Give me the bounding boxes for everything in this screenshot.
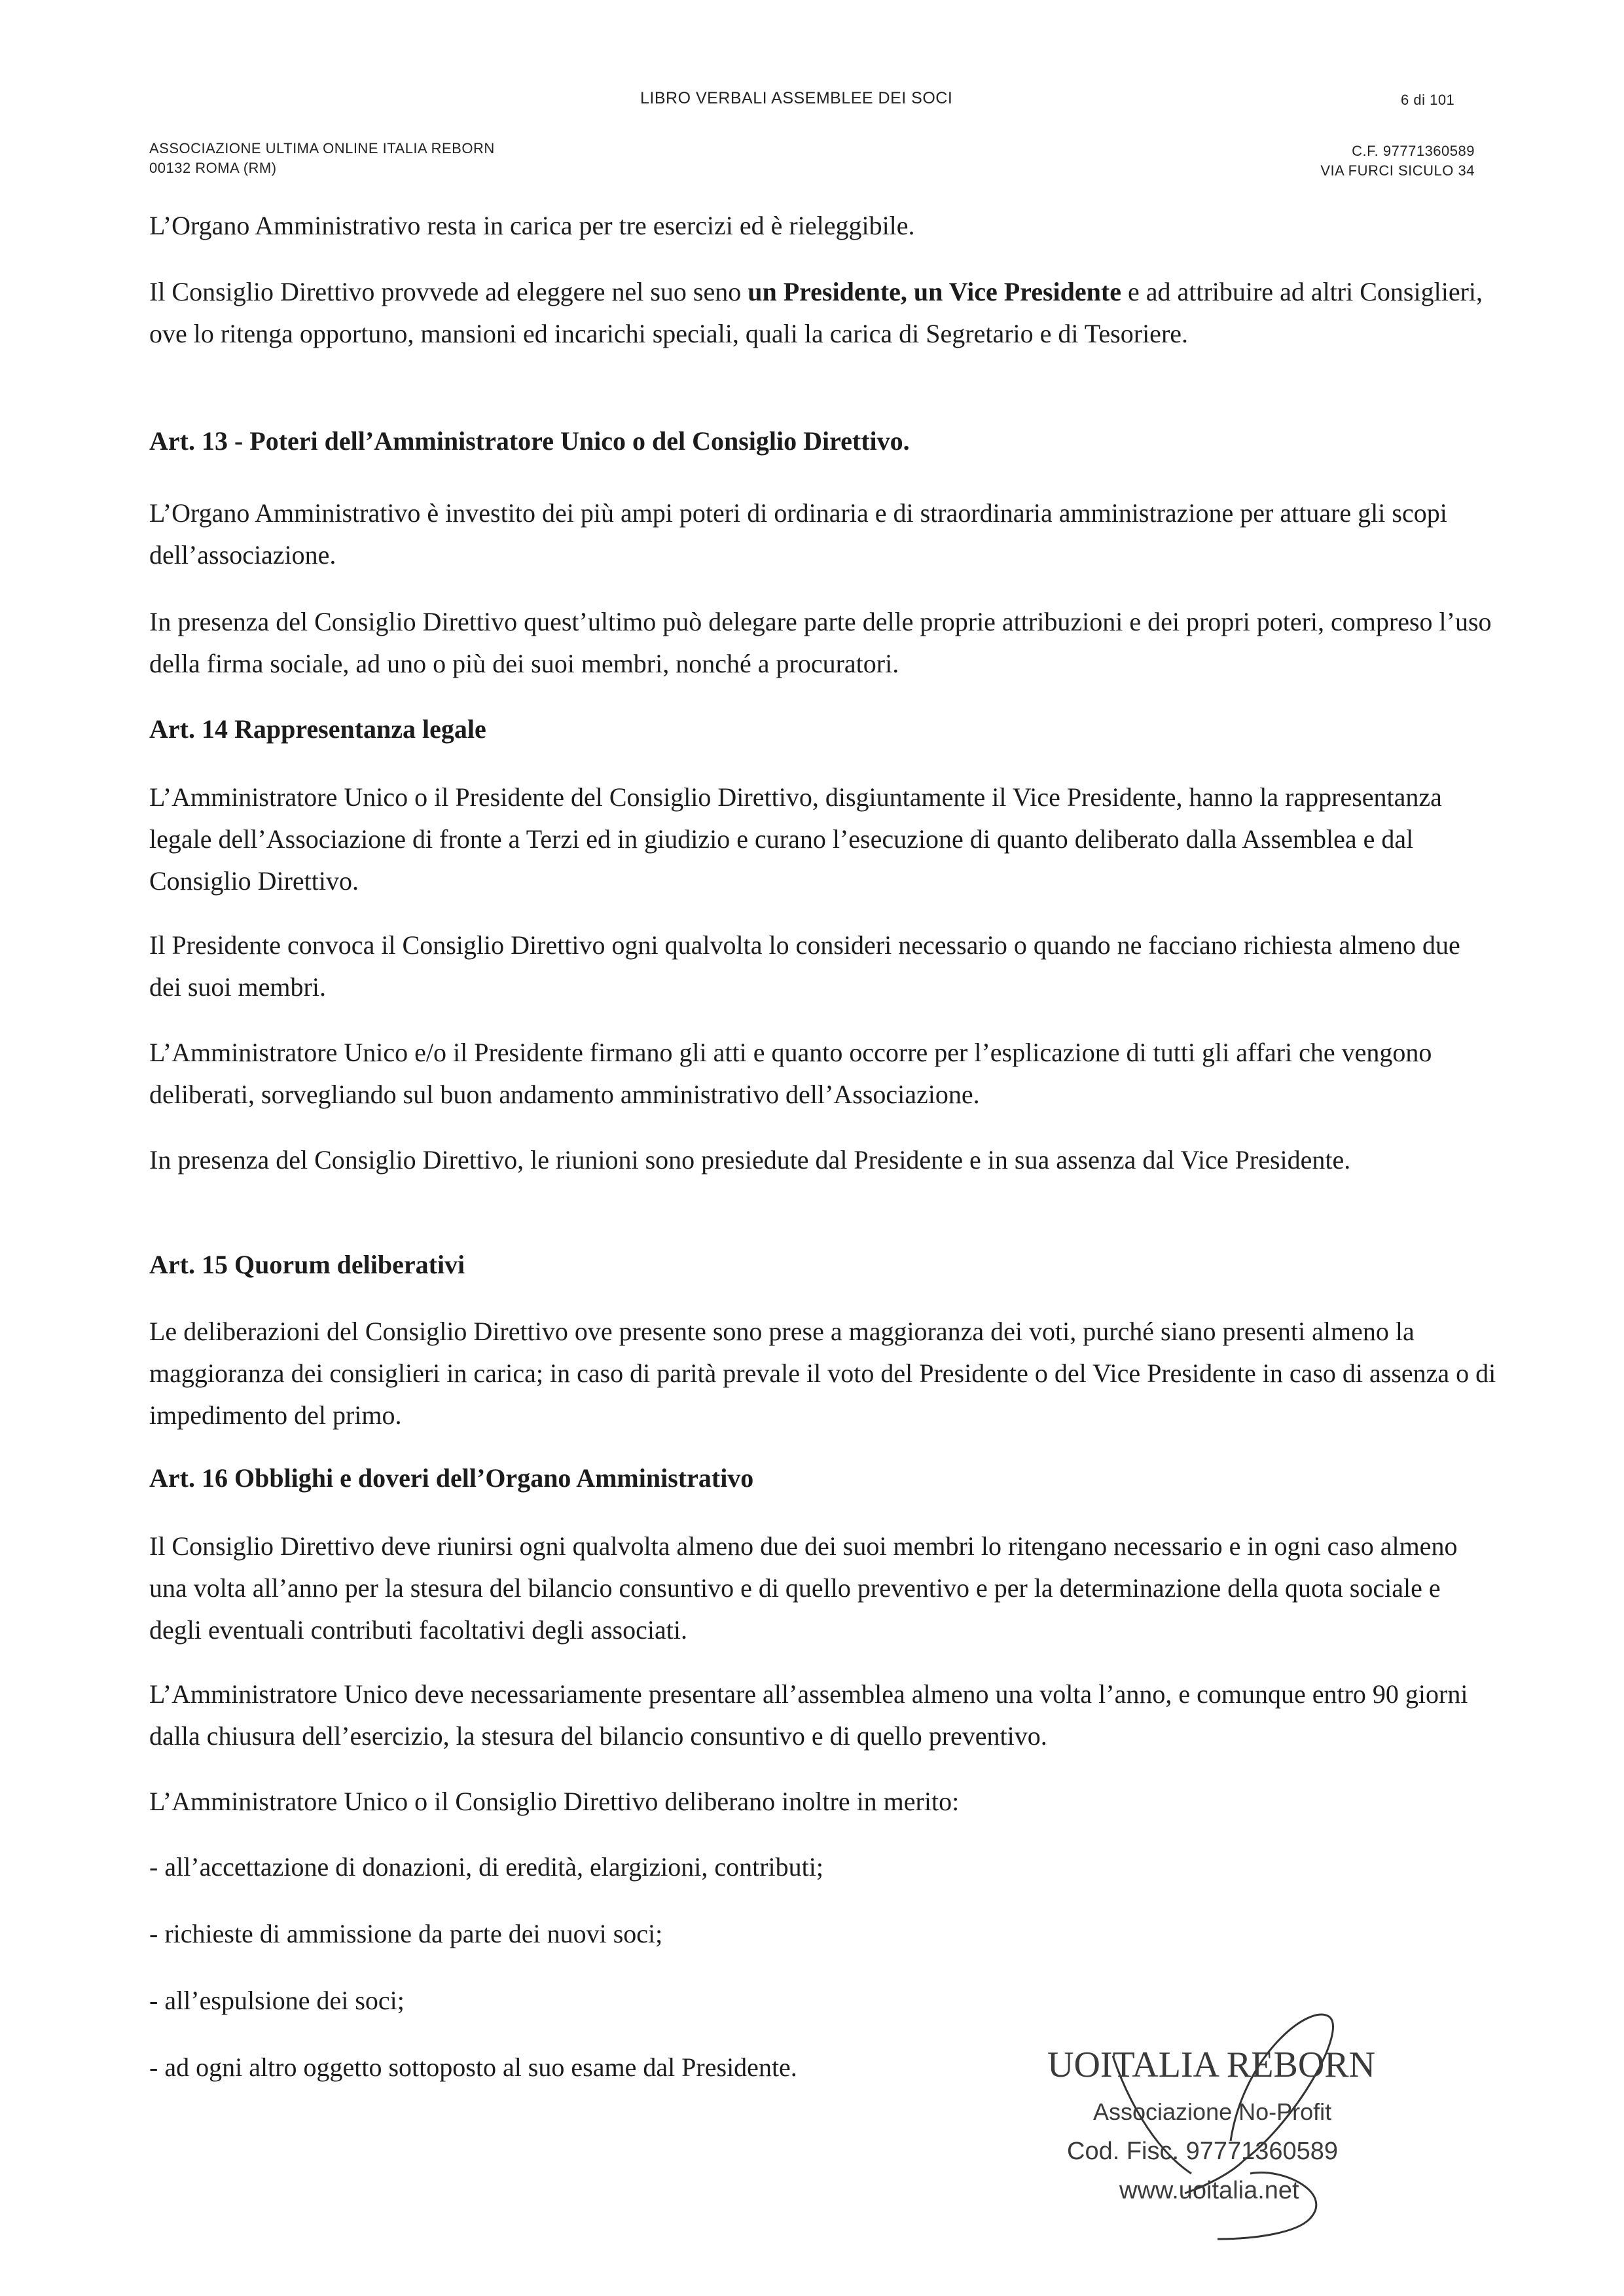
paragraph: L’Amministratore Unico o il Consiglio Direttivo deliberano inoltre in merito: [149, 1787, 960, 1816]
paragraph: Il Presidente convoca il Consiglio Direttivo ogni qualvolta lo consideri necessario o quando ne facciano richiesta almeno due dei suoi membri. [149, 930, 1460, 1002]
list-item: - richieste di ammissione da parte dei nuovi soci; [149, 1919, 663, 1948]
paragraph: Il Consiglio Direttivo deve riunirsi ogni qualvolta almeno due dei suoi membri lo ritengano necessario e in ogni caso almeno una volta all’anno per la stesura del bilancio consuntivo e di quello preventivo e per la determinazione della quota sociale e degli eventuali contributi facoltativi degli associati. [149, 1531, 1458, 1645]
stamp-line-1: UOITALIA REBORN [1047, 2045, 1376, 2085]
paragraph [149, 271, 1498, 355]
paragraph: In presenza del Consiglio Direttivo, le riunioni sono presiedute dal Presidente e in sua assenza dal Vice Presidente. [149, 1145, 1351, 1175]
bold-text: un Presidente, un Vice Presidente [748, 277, 1121, 306]
address: VIA FURCI SICULO 34 [1320, 162, 1475, 179]
paragraph: L’Amministratore Unico deve necessariamente presentare all’assemblea almeno una volta l’anno, e comunque entro 90 giorni dalla chiusura dell’esercizio, la stesura del bilancio consuntivo e di quello preventivo. [149, 1679, 1468, 1751]
article-heading: Art. 13 - Poteri dell’Amministratore Unico o del Consiglio Direttivo. [149, 426, 910, 456]
org-city: 00132 ROMA (RM) [149, 160, 277, 176]
page-number: 6 di 101 [1401, 92, 1455, 108]
list-item: - all’espulsione dei soci; [149, 1986, 405, 2015]
document-body [149, 0, 1498, 2296]
stamp-line-4: www.uoitalia.net [1119, 2177, 1299, 2204]
article-heading: Art. 14 Rappresentanza legale [149, 714, 486, 744]
article-heading: Art. 16 Obblighi e doveri dell’Organo Amministrativo [149, 1463, 754, 1493]
paragraph: L’Organo Amministrativo è investito dei più ampi poteri di ordinaria e di straordinaria amministrazione per attuare gli scopi dell’associazione. [149, 498, 1447, 570]
register-title: LIBRO VERBALI ASSEMBLEE DEI SOCI [640, 89, 953, 107]
association-stamp [1034, 1977, 1466, 2252]
paragraph-text: Il Consiglio Direttivo provvede ad eleggere nel suo seno [149, 277, 748, 306]
paragraph: L’Organo Amministrativo resta in carica per tre esercizi ed è rieleggibile. [149, 211, 915, 240]
paragraph: L’Amministratore Unico e/o il Presidente firmano gli atti e quanto occorre per l’esplicazione di tutti gli affari che vengono deliberati, sorvegliando sul buon andamento amministrativo dell’Associazione. [149, 1038, 1432, 1109]
stamp-line-3: Cod. Fisc. 97771360589 [1067, 2138, 1339, 2165]
list-item: - all’accettazione di donazioni, di eredità, elargizioni, contributi; [149, 1852, 823, 1882]
paragraph: In presenza del Consiglio Direttivo quest’ultimo può delegare parte delle proprie attribuzioni e dei propri poteri, compreso l’uso della firma sociale, ad uno o più dei suoi membri, nonché a procuratori. [149, 607, 1492, 678]
stamp-line-2: Associazione No-Profit [1093, 2098, 1332, 2125]
paragraph: Le deliberazioni del Consiglio Direttivo ove presente sono prese a maggioranza dei voti, purché siano presenti almeno la maggioranza dei consiglieri in carica; in caso di parità prevale il voto del Presidente o del Vice Presidente in caso di assenza o di impedimento del primo. [149, 1317, 1496, 1430]
paragraph: L’Amministratore Unico o il Presidente del Consiglio Direttivo, disgiuntamente il Vice Presidente, hanno la rappresentanza legale dell’Associazione di fronte a Terzi ed in giudizio e curano l’esecuzione di quanto deliberato dalla Assemblea e dal Consiglio Direttivo. [149, 782, 1442, 896]
article-heading: Art. 15 Quorum deliberativi [149, 1250, 465, 1279]
paragraph-text: e ad attribuire ad altri Consiglieri, ove lo ritenga opportuno, mansioni ed incarichi speciali, quali la carica di Segretario e di Tesoriere. [149, 277, 1483, 348]
tax-code: C.F. 97771360589 [1352, 143, 1475, 159]
list-item: - ad ogni altro oggetto sottoposto al suo esame dal Presidente. [149, 2052, 797, 2082]
org-name: ASSOCIAZIONE ULTIMA ONLINE ITALIA REBORN [149, 140, 495, 156]
